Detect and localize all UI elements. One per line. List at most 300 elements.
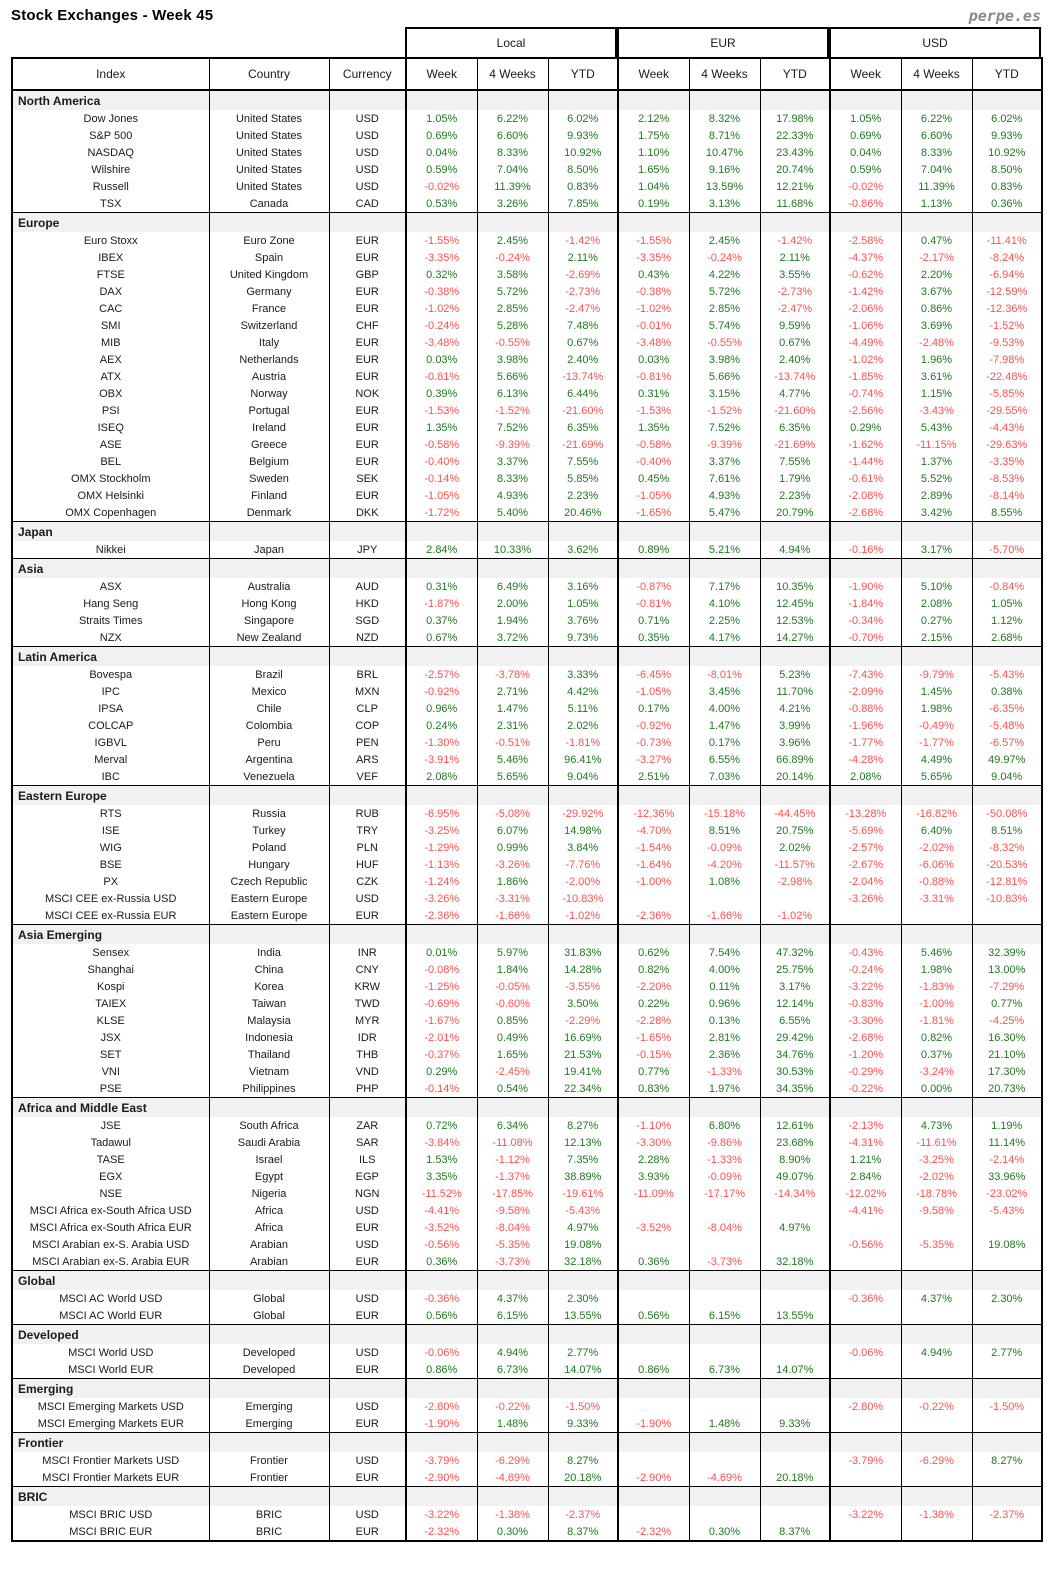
value-cell: 6.80% [689,1117,760,1134]
index-cell: NZX [12,629,209,647]
index-cell: ISEQ [12,419,209,436]
value-cell: -2.14% [972,1151,1042,1168]
value-cell: -9.58% [901,1202,972,1219]
country-cell: United States [209,110,329,127]
value-cell: -0.15% [618,1046,689,1063]
value-cell: -5.70% [972,541,1042,559]
value-cell: -0.29% [830,1063,901,1080]
value-cell [972,1523,1042,1541]
value-cell: -2.09% [830,683,901,700]
value-cell [760,1290,830,1307]
currency-cell: EUR [329,1253,406,1271]
value-cell: -3.48% [406,334,477,351]
value-cell [760,1344,830,1361]
index-cell: PX [12,873,209,890]
value-cell: 11.70% [760,683,830,700]
value-cell: -4.31% [830,1134,901,1151]
value-cell: 1.10% [618,144,689,161]
value-cell: -13.74% [548,368,618,385]
value-cell: -0.58% [618,436,689,453]
table-row [12,629,1042,647]
table-row [12,334,1042,351]
country-cell: Venezuela [209,768,329,786]
value-cell: 4.37% [901,1290,972,1307]
value-cell: -1.52% [689,402,760,419]
country-cell: Malaysia [209,1012,329,1029]
value-cell: -3.30% [618,1134,689,1151]
value-cell: -2.06% [830,300,901,317]
value-cell: 1.53% [406,1151,477,1168]
value-cell: 0.69% [406,127,477,144]
currency-cell: EUR [329,436,406,453]
value-cell: 5.28% [477,317,548,334]
value-cell: 7.35% [548,1151,618,1168]
value-cell [689,1344,760,1361]
value-cell: 2.45% [477,232,548,249]
value-cell: -4.70% [618,822,689,839]
value-cell: -7.43% [830,666,901,683]
currency-cell: CAD [329,195,406,213]
value-cell: 4.73% [901,1117,972,1134]
value-cell: 5.85% [548,470,618,487]
value-cell: 2.45% [689,232,760,249]
value-cell [830,907,901,925]
value-cell: 2.30% [548,1290,618,1307]
value-cell: 11.68% [760,195,830,213]
value-cell: -3.35% [972,453,1042,470]
table-row [12,127,1042,144]
value-cell: -1.38% [901,1506,972,1523]
index-cell: MSCI World USD [12,1344,209,1361]
index-cell: ISE [12,822,209,839]
value-cell: 6.22% [901,110,972,127]
currency-cell: ILS [329,1151,406,1168]
index-cell: MSCI AC World USD [12,1290,209,1307]
index-cell: EGX [12,1168,209,1185]
value-cell: 3.45% [689,683,760,700]
value-cell: 10.92% [972,144,1042,161]
value-cell: -1.50% [972,1398,1042,1415]
value-cell: -2.68% [830,504,901,522]
value-cell: -1.77% [901,734,972,751]
value-cell: 9.93% [548,127,618,144]
value-cell: -1.87% [406,595,477,612]
table-row [12,995,1042,1012]
value-cell: -3.31% [901,890,972,907]
value-cell: 29.42% [760,1029,830,1046]
table-row [12,1469,1042,1487]
value-cell: 2.36% [689,1046,760,1063]
value-cell: -1.30% [406,734,477,751]
value-cell: 0.77% [972,995,1042,1012]
value-cell: -9.58% [477,1202,548,1219]
index-cell: JSE [12,1117,209,1134]
currency-cell: VEF [329,768,406,786]
country-cell: Eastern Europe [209,890,329,907]
currency-cell: CNY [329,961,406,978]
value-cell: -2.13% [830,1117,901,1134]
value-cell: -6.94% [972,266,1042,283]
value-cell: -1.33% [689,1063,760,1080]
country-cell: Vietnam [209,1063,329,1080]
value-cell: 1.48% [689,1415,760,1433]
value-cell: -1.24% [406,873,477,890]
section-row [12,925,1042,945]
currency-cell: EUR [329,1219,406,1236]
table-row [12,453,1042,470]
value-cell: -7.29% [972,978,1042,995]
value-cell: 1.86% [477,873,548,890]
value-cell: -5.35% [477,1236,548,1253]
section-label: Asia Emerging [12,925,209,945]
value-cell: 6.60% [477,127,548,144]
value-cell: -19.61% [548,1185,618,1202]
page-header [0,0,1054,27]
value-cell [760,1506,830,1523]
value-cell: -1.05% [406,487,477,504]
table-row [12,351,1042,368]
value-cell: 2.89% [901,487,972,504]
value-cell: 0.82% [618,961,689,978]
value-cell: -6.29% [901,1452,972,1469]
index-cell: MSCI Arabian ex-S. Arabia USD [12,1236,209,1253]
value-cell: -0.49% [901,717,972,734]
table-row [12,822,1042,839]
value-cell: 6.02% [548,110,618,127]
currency-cell: PEN [329,734,406,751]
value-cell: -3.84% [406,1134,477,1151]
value-cell: 0.83% [548,178,618,195]
value-cell: 0.03% [406,351,477,368]
index-cell: Shanghai [12,961,209,978]
country-cell: Korea [209,978,329,995]
table-row [12,1029,1042,1046]
value-cell [830,1415,901,1433]
index-cell: Tadawul [12,1134,209,1151]
value-cell: 8.32% [689,110,760,127]
section-label: Global [12,1271,209,1291]
currency-cell: EUR [329,419,406,436]
currency-cell: JPY [329,541,406,559]
value-cell: 1.47% [689,717,760,734]
value-cell: -1.33% [689,1151,760,1168]
value-cell: -1.13% [406,856,477,873]
value-cell: 6.15% [477,1307,548,1325]
value-cell: -11.52% [406,1185,477,1202]
value-cell: 0.35% [618,629,689,647]
value-cell: -1.83% [901,978,972,995]
currency-cell: EUR [329,334,406,351]
value-cell: 6.73% [689,1361,760,1379]
value-cell: 7.17% [689,578,760,595]
table-row [12,487,1042,504]
currency-cell: USD [329,144,406,161]
index-cell: MIB [12,334,209,351]
value-cell: -2.00% [548,873,618,890]
value-cell: 5.46% [477,751,548,768]
value-cell: 1.75% [618,127,689,144]
value-cell: 8.27% [548,1117,618,1134]
table-row [12,1415,1042,1433]
value-cell: 19.41% [548,1063,618,1080]
value-cell: -1.53% [406,402,477,419]
value-cell: -0.37% [406,1046,477,1063]
currency-cell: EUR [329,907,406,925]
column-header-ytd: YTD [760,58,830,90]
value-cell: 49.97% [972,751,1042,768]
table-row [12,768,1042,786]
value-cell: 3.37% [689,453,760,470]
table-row [12,436,1042,453]
country-cell: United States [209,161,329,178]
value-cell [830,1523,901,1541]
country-cell: Emerging [209,1415,329,1433]
index-cell: MSCI BRIC EUR [12,1523,209,1541]
currency-cell: EUR [329,1307,406,1325]
currency-cell: USD [329,1452,406,1469]
value-cell: -3.25% [901,1151,972,1168]
group-header-spacer [11,27,405,57]
value-cell: -2.57% [406,666,477,683]
value-cell: 4.00% [689,961,760,978]
currency-cell: EGP [329,1168,406,1185]
value-cell: -1.90% [830,578,901,595]
index-cell: IBC [12,768,209,786]
value-cell: 5.66% [477,368,548,385]
value-cell [618,1506,689,1523]
value-cell: -12.36% [618,805,689,822]
value-cell: -0.36% [830,1290,901,1307]
group-header-eur: EUR [617,27,829,57]
table-row [12,402,1042,419]
value-cell: -15.18% [689,805,760,822]
value-cell: 6.55% [689,751,760,768]
value-cell: 1.35% [406,419,477,436]
value-cell: -9.53% [972,334,1042,351]
value-cell: 96.41% [548,751,618,768]
value-cell: 14.28% [548,961,618,978]
value-cell: -0.38% [618,283,689,300]
value-cell: 4.77% [760,385,830,402]
value-cell: -21.60% [548,402,618,419]
index-cell: NSE [12,1185,209,1202]
value-cell: -0.56% [406,1236,477,1253]
table-row [12,1134,1042,1151]
value-cell: 3.58% [477,266,548,283]
value-cell: -4.69% [689,1469,760,1487]
value-cell: 5.10% [901,578,972,595]
value-cell: 5.40% [477,504,548,522]
currency-cell: SAR [329,1134,406,1151]
value-cell: -14.34% [760,1185,830,1202]
value-cell: -29.63% [972,436,1042,453]
value-cell: 0.45% [618,470,689,487]
value-cell: 13.00% [972,961,1042,978]
value-cell: -50.08% [972,805,1042,822]
value-cell: 2.20% [901,266,972,283]
value-cell [760,1202,830,1219]
value-cell [901,1361,972,1379]
value-cell: 38.89% [548,1168,618,1185]
value-cell: 4.94% [477,1344,548,1361]
value-cell: 9.33% [760,1415,830,1433]
value-cell: -3.25% [406,822,477,839]
value-cell: -9.39% [477,436,548,453]
index-cell: PSE [12,1080,209,1098]
value-cell: 1.13% [901,195,972,213]
value-cell: 3.16% [548,578,618,595]
table-row [12,161,1042,178]
value-cell: -1.37% [477,1168,548,1185]
value-cell: -0.34% [830,612,901,629]
value-cell: -2.02% [901,839,972,856]
value-cell: 20.18% [548,1469,618,1487]
value-cell [901,1307,972,1325]
value-cell: -5.48% [972,717,1042,734]
value-cell: -1.00% [901,995,972,1012]
value-cell: -8.04% [689,1219,760,1236]
currency-cell: CLP [329,700,406,717]
value-cell: 2.15% [901,629,972,647]
value-cell: 7.52% [689,419,760,436]
index-cell: MSCI Frontier Markets EUR [12,1469,209,1487]
currency-cell: EUR [329,487,406,504]
value-cell: -6.57% [972,734,1042,751]
value-cell: 2.68% [972,629,1042,647]
value-cell: -1.10% [618,1117,689,1134]
value-cell: -0.09% [689,1168,760,1185]
section-row [12,1487,1042,1507]
value-cell: 7.55% [548,453,618,470]
value-cell: -11.08% [477,1134,548,1151]
currency-cell: USD [329,127,406,144]
value-cell: -16.82% [901,805,972,822]
value-cell: -4.49% [830,334,901,351]
currency-cell: NGN [329,1185,406,1202]
country-cell: Frontier [209,1452,329,1469]
value-cell: 0.47% [901,232,972,249]
index-cell: TSX [12,195,209,213]
value-cell [901,1219,972,1236]
value-cell: 0.59% [830,161,901,178]
table-row [12,961,1042,978]
value-cell: 5.52% [901,470,972,487]
section-row [12,90,1042,110]
value-cell: 20.14% [760,768,830,786]
table-row [12,1506,1042,1523]
index-cell: MSCI Africa ex-South Africa USD [12,1202,209,1219]
value-cell: 17.98% [760,110,830,127]
value-cell: 1.19% [972,1117,1042,1134]
value-cell: -0.70% [830,629,901,647]
column-header-ytd: YTD [972,58,1042,90]
value-cell: -44.45% [760,805,830,822]
value-cell: -0.24% [689,249,760,266]
value-cell: -0.22% [901,1398,972,1415]
index-cell: PSI [12,402,209,419]
value-cell: -2.67% [830,856,901,873]
value-cell: 23.43% [760,144,830,161]
value-cell: -3.26% [477,856,548,873]
value-cell: 6.22% [477,110,548,127]
value-cell: 6.02% [972,110,1042,127]
value-cell [760,890,830,907]
value-cell: 4.94% [760,541,830,559]
value-cell: -2.68% [830,1029,901,1046]
country-cell: New Zealand [209,629,329,647]
index-cell: MSCI Arabian ex-S. Arabia EUR [12,1253,209,1271]
country-cell: United Kingdom [209,266,329,283]
value-cell: 0.38% [972,683,1042,700]
value-cell: -21.60% [760,402,830,419]
value-cell: 0.54% [477,1080,548,1098]
value-cell: 1.47% [477,700,548,717]
section-row [12,1325,1042,1345]
value-cell: 0.82% [901,1029,972,1046]
value-cell: 3.72% [477,629,548,647]
index-cell: MSCI CEE ex-Russia EUR [12,907,209,925]
value-cell: 8.90% [760,1151,830,1168]
column-header-week: Week [618,58,689,90]
country-cell: Spain [209,249,329,266]
value-cell: 0.04% [406,144,477,161]
value-cell: -7.76% [548,856,618,873]
table-row [12,805,1042,822]
value-cell: -1.05% [618,683,689,700]
table-row [12,683,1042,700]
index-cell: Straits Times [12,612,209,629]
value-cell: -1.84% [830,595,901,612]
value-cell: 21.53% [548,1046,618,1063]
value-cell: 3.17% [901,541,972,559]
value-cell: -0.02% [406,178,477,195]
value-cell: -3.27% [618,751,689,768]
value-cell: 0.19% [618,195,689,213]
index-cell: WIG [12,839,209,856]
column-header-ytd: YTD [548,58,618,90]
country-cell: South Africa [209,1117,329,1134]
value-cell [830,1361,901,1379]
value-cell: 3.76% [548,612,618,629]
value-cell: -2.98% [760,873,830,890]
value-cell: 1.79% [760,470,830,487]
country-cell: Philippines [209,1080,329,1098]
country-cell: Singapore [209,612,329,629]
value-cell [618,1290,689,1307]
value-cell: 4.94% [901,1344,972,1361]
value-cell: -1.02% [760,907,830,925]
value-cell: 8.71% [689,127,760,144]
value-cell: 6.13% [477,385,548,402]
column-header-4-weeks: 4 Weeks [901,58,972,90]
value-cell: -4.43% [972,419,1042,436]
table-row [12,110,1042,127]
value-cell: -1.05% [618,487,689,504]
value-cell: -13.28% [830,805,901,822]
table-row [12,283,1042,300]
country-cell: Arabian [209,1236,329,1253]
value-cell: 14.07% [548,1361,618,1379]
currency-cell: PHP [329,1080,406,1098]
value-cell: 20.75% [760,822,830,839]
value-cell: -2.80% [406,1398,477,1415]
index-cell: OMX Helsinki [12,487,209,504]
column-header-row [12,58,1042,90]
value-cell: 2.23% [548,487,618,504]
value-cell: -3.48% [618,334,689,351]
value-cell [830,1469,901,1487]
table-row [12,839,1042,856]
